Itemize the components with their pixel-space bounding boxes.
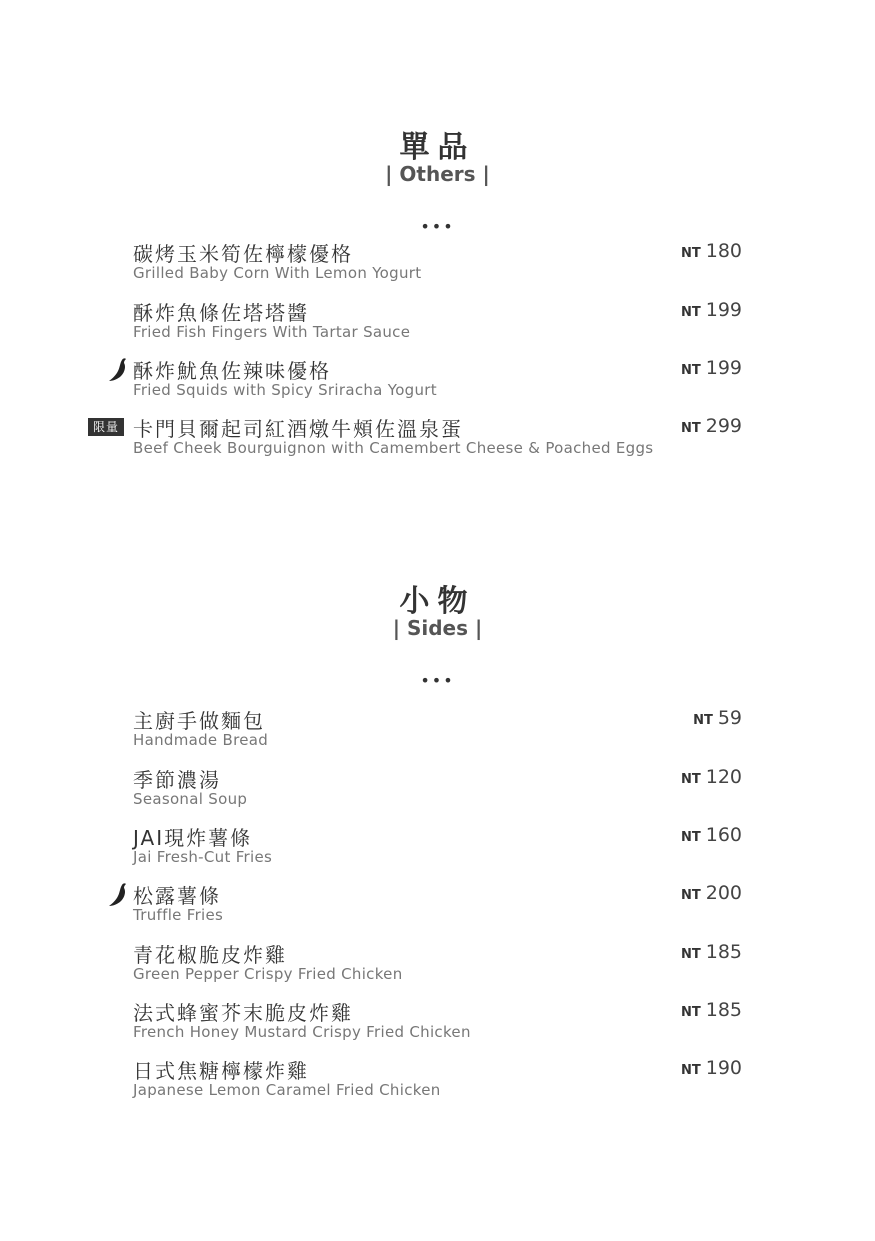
item-name-zh: 青花椒脆皮炸雞 <box>133 943 287 967</box>
item-price <box>681 240 742 262</box>
item-name-en: Handmade Bread <box>133 731 269 749</box>
item-name-en: Fried Fish Fingers With Tartar Sauce <box>133 323 411 341</box>
price-value: 199 <box>705 299 742 321</box>
item-price <box>681 415 742 437</box>
price-value: 185 <box>705 941 742 963</box>
item-name-en: French Honey Mustard Crispy Fried Chicken <box>133 1023 471 1041</box>
item-name-en: Green Pepper Crispy Fried Chicken <box>133 965 403 983</box>
item-name-zh: 日式焦糖檸檬炸雞 <box>133 1059 309 1083</box>
item-price <box>681 299 742 321</box>
menu-item <box>0 297 875 353</box>
item-price <box>681 999 742 1021</box>
menu-item <box>0 764 875 820</box>
currency-label: NT <box>680 421 701 436</box>
currency-label: NT <box>680 1005 701 1020</box>
item-name-zh: 松露薯條 <box>133 884 221 908</box>
item-name-en: Truffle Fries <box>133 906 224 924</box>
item-name-zh: 碳烤玉米筍佐檸檬優格 <box>133 242 353 266</box>
currency-label: NT <box>680 246 701 261</box>
section-title: 單品 <box>399 130 476 165</box>
currency-label: NT <box>680 363 701 378</box>
price-value: 160 <box>705 824 742 846</box>
price-value: 199 <box>705 357 742 379</box>
item-name-zh: 主廚手做麵包 <box>133 709 265 733</box>
item-price <box>681 766 742 788</box>
menu-item <box>0 355 875 411</box>
item-price <box>681 882 742 904</box>
item-name-zh: 季節濃湯 <box>133 768 221 792</box>
currency-label: NT <box>680 1063 701 1078</box>
limited-badge: 限量 <box>88 418 124 436</box>
section-title: 小物 <box>399 584 476 619</box>
chili-pepper-icon <box>107 882 131 908</box>
currency-label: NT <box>680 888 701 903</box>
menu-item <box>0 1055 875 1111</box>
item-name-en: Jai Fresh-Cut Fries <box>133 848 273 866</box>
item-name-en: Beef Cheek Bourguignon with Camembert Cheese & Poached Eggs <box>133 439 654 457</box>
menu-item <box>0 822 875 878</box>
price-value: 120 <box>705 766 742 788</box>
item-price <box>693 707 742 729</box>
item-name-en: Seasonal Soup <box>133 790 248 808</box>
menu-item <box>0 238 875 294</box>
item-price <box>681 824 742 846</box>
item-name-en: Fried Squids with Spicy Sriracha Yogurt <box>133 381 437 399</box>
item-name-zh: 酥炸魷魚佐辣味優格 <box>133 359 331 383</box>
item-name-zh: JAI現炸薯條 <box>133 826 253 850</box>
price-value: 59 <box>717 707 742 729</box>
item-price <box>681 1057 742 1079</box>
section-dots: ••• <box>420 217 455 236</box>
section-dots: ••• <box>420 671 455 690</box>
price-value: 185 <box>705 999 742 1021</box>
section-subtitle: | Sides | <box>392 616 483 640</box>
currency-label: NT <box>680 830 701 845</box>
currency-label: NT <box>680 772 701 787</box>
currency-label: NT <box>680 947 701 962</box>
chili-pepper-icon <box>107 357 131 383</box>
item-name-zh: 法式蜂蜜芥末脆皮炸雞 <box>133 1001 353 1025</box>
price-value: 180 <box>705 240 742 262</box>
price-value: 190 <box>705 1057 742 1079</box>
menu-item <box>0 413 875 469</box>
menu-item <box>0 997 875 1053</box>
item-name-zh: 卡門貝爾起司紅酒燉牛頰佐溫泉蛋 <box>133 417 463 441</box>
price-value: 299 <box>705 415 742 437</box>
item-name-en: Japanese Lemon Caramel Fried Chicken <box>133 1081 441 1099</box>
item-name-en: Grilled Baby Corn With Lemon Yogurt <box>133 264 422 282</box>
currency-label: NT <box>693 713 713 728</box>
item-price <box>681 941 742 963</box>
menu-item <box>0 880 875 936</box>
price-value: 200 <box>705 882 742 904</box>
menu-item <box>0 939 875 995</box>
item-name-zh: 酥炸魚條佐塔塔醬 <box>133 301 309 325</box>
currency-label: NT <box>680 305 701 320</box>
item-price <box>681 357 742 379</box>
menu-item <box>0 705 875 761</box>
section-subtitle: | Others | <box>385 162 490 186</box>
